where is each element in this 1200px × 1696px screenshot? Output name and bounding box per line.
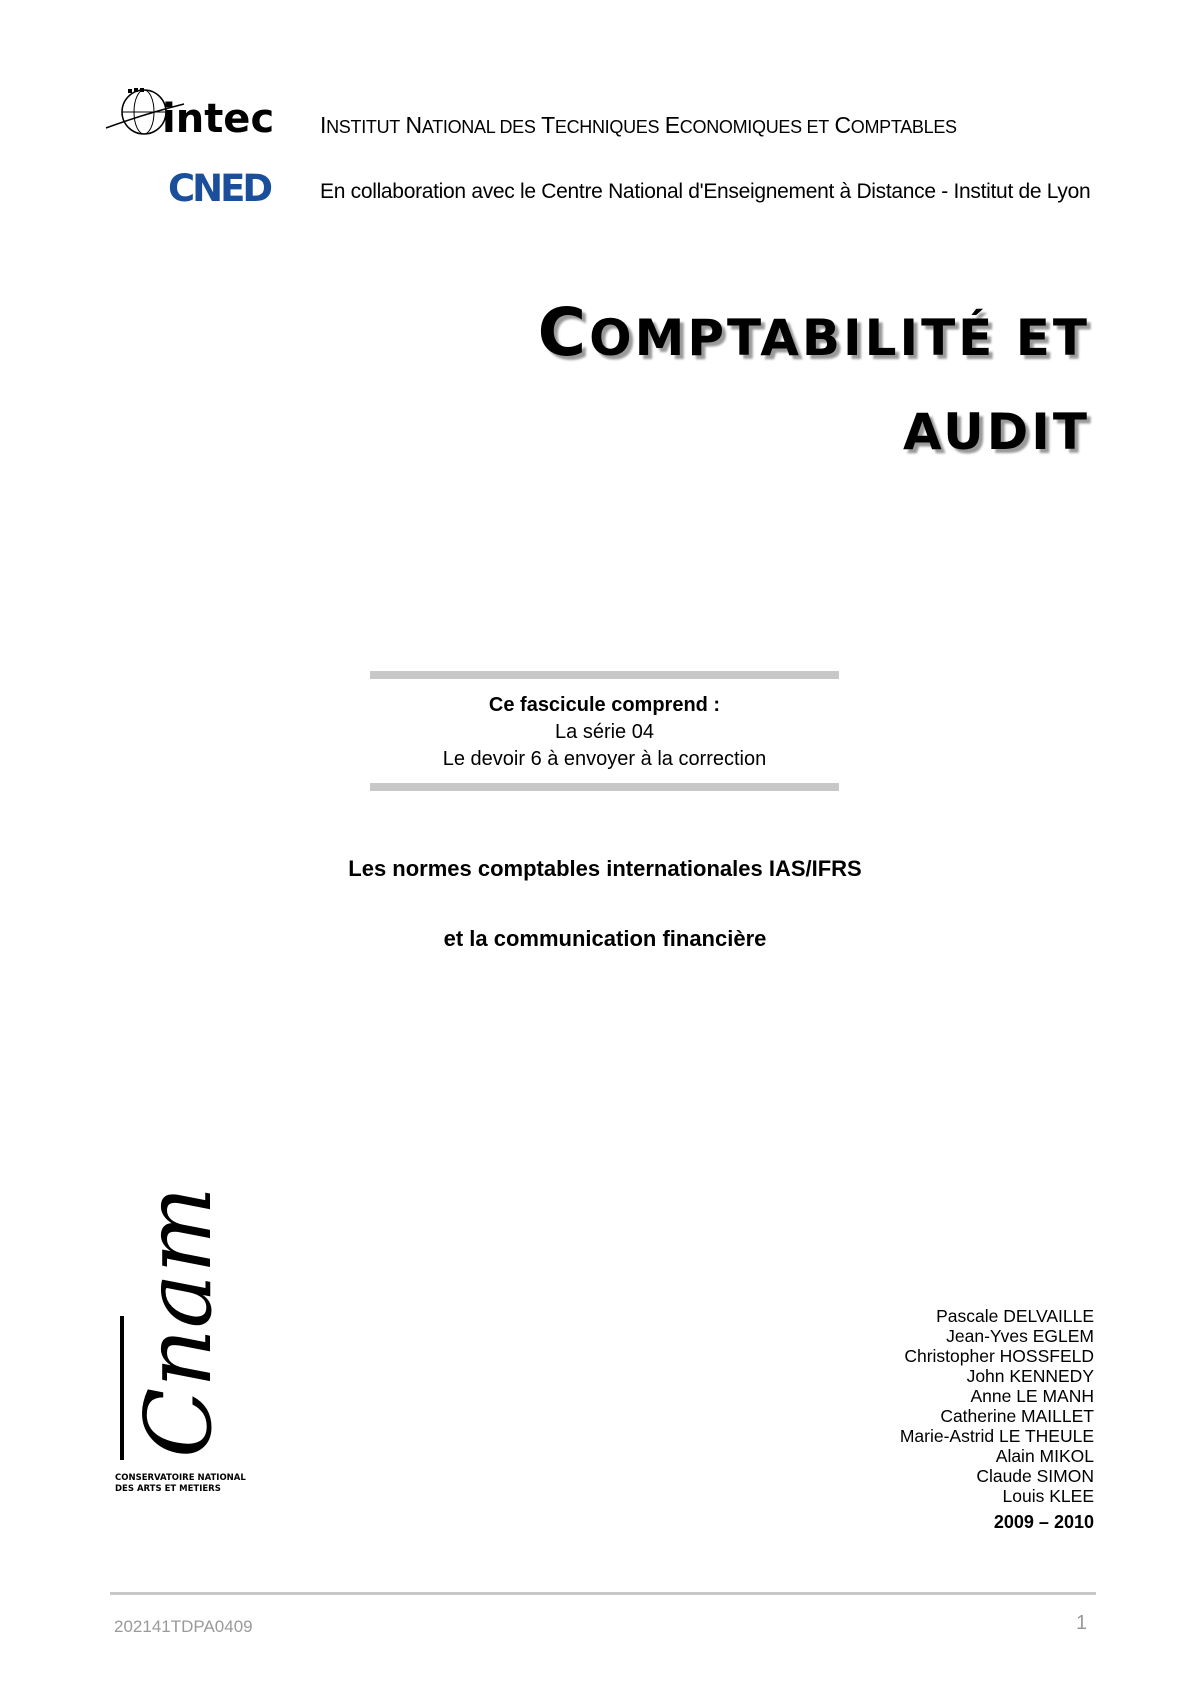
author-name: Catherine MAILLET xyxy=(940,1406,1094,1426)
subtitle-line-2: et la communication financière xyxy=(443,926,767,951)
contents-rule-bottom xyxy=(370,783,839,791)
author-name: Marie-Astrid LE THEULE xyxy=(899,1426,1094,1446)
author-name: Claude SIMON xyxy=(976,1466,1094,1486)
footer-rule xyxy=(110,1592,1096,1595)
authors-list xyxy=(900,1306,1094,1532)
contents-box xyxy=(370,692,839,773)
cned-logo xyxy=(168,167,280,210)
document-code: 202141TDPA0409 xyxy=(114,1617,253,1636)
svg-text:Cnam: Cnam xyxy=(125,1186,232,1458)
institute-name: INSTITUT NATIONAL DES TECHNIQUES ECONOMIQUES ET COMPTABLES xyxy=(320,112,957,138)
svg-text:DES ARTS ET METIERS: DES ARTS ET METIERS xyxy=(115,1484,221,1494)
contents-rule-top xyxy=(370,671,839,679)
page-number: 1 xyxy=(1076,1612,1088,1634)
contents-line: La série 04 xyxy=(555,721,654,743)
contents-heading: Ce fascicule comprend : xyxy=(488,694,721,716)
author-name: John KENNEDY xyxy=(966,1366,1094,1386)
author-name: Anne LE MANH xyxy=(970,1386,1094,1406)
globe-icon xyxy=(104,84,284,144)
subtitle-line-1: Les normes comptables internationales IAS/IFRS xyxy=(348,856,862,881)
academic-year: 2009 – 2010 xyxy=(993,1512,1094,1532)
svg-text:intec: intec xyxy=(162,96,275,142)
author-name: Jean-Yves EGLEM xyxy=(946,1326,1094,1346)
collaboration-line: En collaboration avec le Centre National d'Enseignement à Distance - Institut de Lyon xyxy=(320,180,1091,203)
cnam-logo xyxy=(112,1186,246,1500)
svg-text:CNED: CNED xyxy=(168,167,271,210)
author-name: Alain MIKOL xyxy=(995,1446,1094,1466)
document-title: COMPTABILITÉ ET AUDIT xyxy=(537,294,1090,461)
author-name: Louis KLEE xyxy=(1002,1486,1094,1506)
author-name: Pascale DELVAILLE xyxy=(936,1306,1094,1326)
author-name: Christopher HOSSFELD xyxy=(904,1346,1094,1366)
intec-logo xyxy=(104,84,284,144)
contents-line: Le devoir 6 à envoyer à la correction xyxy=(442,748,767,770)
svg-text:CONSERVATOIRE NATIONAL: CONSERVATOIRE NATIONAL xyxy=(115,1473,246,1483)
